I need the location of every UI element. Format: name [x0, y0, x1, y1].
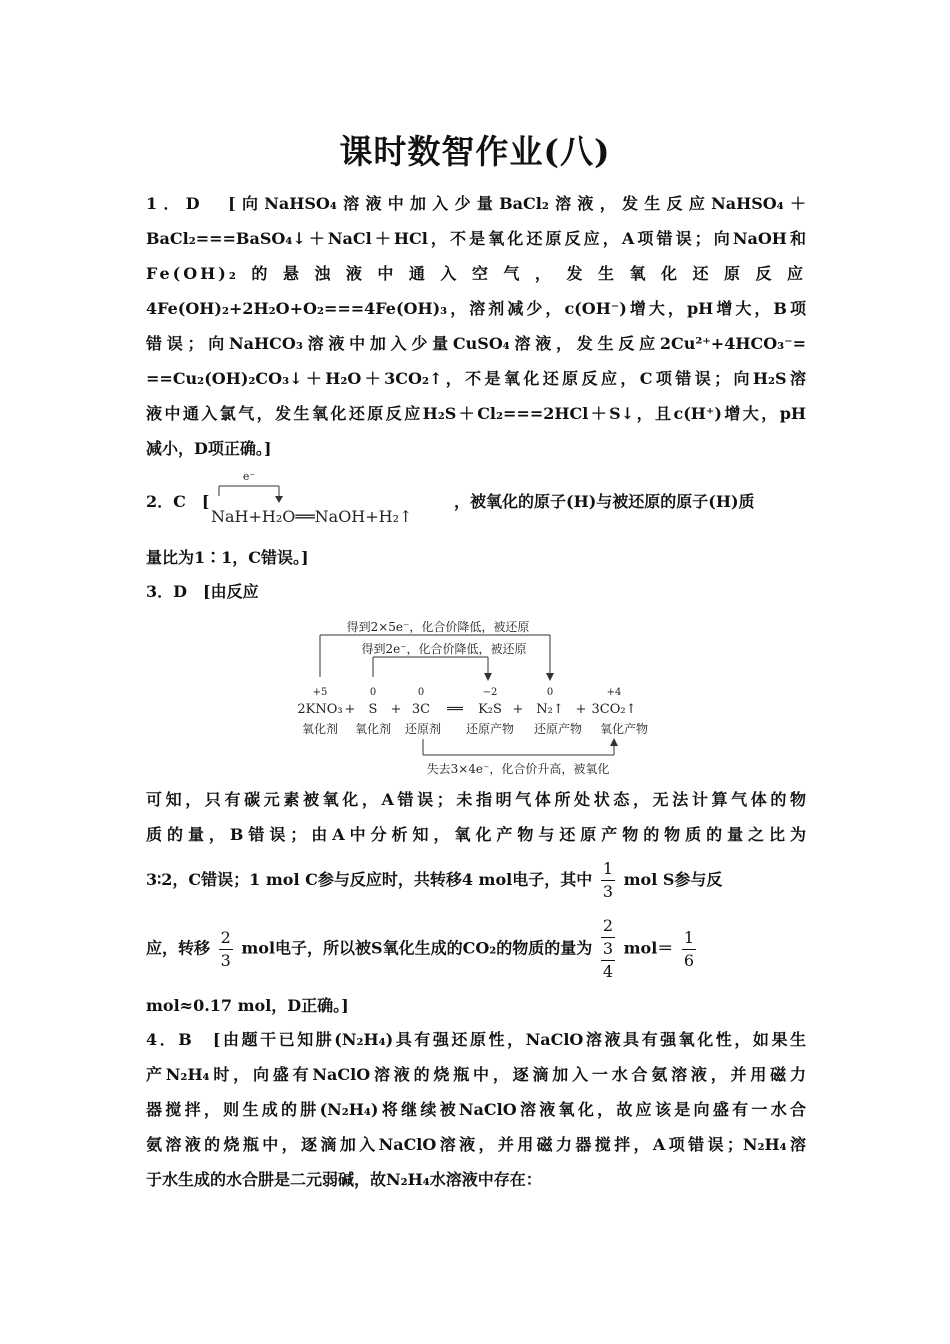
- answer-3-line-2: 质的量，B错误；由A中分析知，氧化产物与还原产物的物质的量之比为: [146, 825, 806, 844]
- gain-electrons-label-1: 得到2×5e⁻，化合价降低，被还原: [346, 620, 530, 634]
- answer-2-line-2-wrap: [146, 540, 806, 575]
- valence-k2s: −2: [482, 687, 498, 698]
- fraction-two-thirds: [219, 927, 233, 972]
- answer-3-line-3: [146, 858, 806, 903]
- equals-sign: ══: [447, 702, 463, 717]
- valence-co2: +4: [606, 687, 622, 698]
- answer-3-intro: [146, 574, 806, 609]
- valence-c: 0: [417, 687, 425, 698]
- fraction-one-sixth-den: 6: [683, 950, 695, 970]
- answer-1: [146, 186, 806, 466]
- answer-1-line-6: ==Cu₂(OH)₂CO₃↓＋H₂O＋3CO₂↑，不是氧化还原反应，C项错误；向H₂S溶: [146, 369, 806, 388]
- valence-n2: 0: [546, 687, 554, 698]
- fraction-one-third-den: 3: [602, 882, 614, 901]
- answer-3-line-3a: 3∶2，C错误；1 mol C参与反应时，共转移4 mol电子，其中: [146, 870, 593, 889]
- answer-1-line-4: 4Fe(OH)₂+2H₂O+O₂===4Fe(OH)₃，溶剂减少，c(OH⁻)增大，pH增大，B项: [146, 299, 806, 318]
- answer-2-suffix: ，被氧化的原子(H)与被还原的原子(H)质: [454, 492, 755, 511]
- electron-label: e⁻: [242, 470, 256, 483]
- answer-1-line-8: 减小，D项正确。]: [146, 439, 272, 458]
- page-title: 课时数智作业(八): [339, 132, 611, 171]
- role-co2: 氧化产物: [599, 722, 649, 736]
- answer-4-line-2: 产N₂H₄时，向盛有NaClO溶液的烧瓶中，逐滴加入一水合氨溶液，并用磁力: [146, 1065, 806, 1084]
- plus-1: +: [344, 702, 356, 717]
- fraction-complex-num: 2: [601, 915, 615, 938]
- answer-4-line-1: 4．B [由题干已知肼(N₂H₄)具有强还原性，NaClO溶液具有强氧化性，如果生: [146, 1030, 806, 1049]
- electron-transfer-diagram-nah: [205, 466, 465, 528]
- answer-1-line-5: 错误；向NaHCO₃溶液中加入少量CuSO₄溶液，发生反应2Cu²⁺+4HCO₃⁻=: [146, 334, 806, 353]
- answer-1-line-7: 液中通入氯气，发生氧化还原反应H₂S＋Cl₂===2HCl＋S↓，且c(H⁺)增大，pH: [146, 404, 806, 423]
- answer-4-line-3: 器搅拌，则生成的肼(N₂H₄)将继续被NaClO溶液氧化，故应该是向盛有一水合: [146, 1100, 806, 1119]
- answer-3-line-5-wrap: [146, 988, 806, 1023]
- answer-3-intro-text: 3．D [由反应: [146, 582, 259, 601]
- species-s: S: [368, 702, 378, 717]
- answer-3-line-5: mol≈0.17 mol，D正确。]: [146, 996, 349, 1015]
- valence-s: 0: [369, 687, 377, 698]
- answer-4: [146, 1022, 806, 1197]
- answer-1-line-1: 1．D [向NaHSO₄溶液中加入少量BaCl₂溶液，发生反应NaHSO₄＋: [146, 194, 806, 213]
- role-kno3: 氧化剂: [301, 722, 339, 736]
- fraction-two-thirds-num: 2: [219, 927, 233, 950]
- fraction-one-sixth: [682, 927, 696, 972]
- role-c: 还原剂: [404, 722, 442, 736]
- plus-4: +: [575, 702, 587, 717]
- fraction-complex-mid: 3: [601, 938, 615, 961]
- fraction-complex: [601, 915, 615, 983]
- role-k2s: 还原产物: [465, 722, 515, 736]
- answer-4-line-5: 于水生成的水合肼是二元弱碱，故N₂H₄水溶液中存在：: [146, 1170, 542, 1189]
- species-c: 3C: [411, 702, 431, 717]
- gain-electrons-label-2: 得到2e⁻，化合价降低，被还原: [361, 642, 527, 656]
- answer-4-line-4: 氨溶液的烧瓶中，逐滴加入NaClO溶液，并用磁力器搅拌，A项错误；N₂H₄溶: [146, 1135, 806, 1154]
- answer-3-line-1: 可知，只有碳元素被氧化，A错误；未指明气体所处状态，无法计算气体的物: [146, 790, 806, 809]
- role-s: 氧化剂: [354, 722, 392, 736]
- nah-equation: NaH+H₂O══NaOH+H₂↑: [211, 507, 413, 526]
- species-co2: 3CO₂↑: [591, 702, 637, 717]
- answer-3-line-3b: mol S参与反: [623, 870, 723, 889]
- answer-3-body: [146, 782, 806, 852]
- answer-1-line-3: Fe(OH)₂的悬浊液中通入空气，发生氧化还原反应: [146, 264, 806, 283]
- species-k2s: K₂S: [478, 702, 502, 717]
- valence-n: +5: [312, 687, 328, 698]
- answer-3-line-4b: mol电子，所以被S氧化生成的CO₂的物质的量为: [241, 938, 593, 958]
- species-n2: N₂↑: [536, 702, 564, 717]
- answer-2-prefix: 2．C [: [146, 492, 210, 511]
- answer-3-line-4a: 应，转移: [146, 938, 211, 958]
- fraction-two-thirds-den: 3: [220, 950, 231, 970]
- answer-3-line-4: [146, 915, 806, 983]
- fraction-one-third: [601, 858, 615, 903]
- fraction-one-third-num: 1: [601, 858, 615, 881]
- plus-3: +: [512, 702, 524, 717]
- redox-diagram-gunpowder: [288, 615, 668, 780]
- answer-2-suffix-wrap: [454, 484, 806, 519]
- answer-2-line-2: 量比为1∶1，C错误。]: [146, 548, 309, 567]
- answer-3-line-4c: mol＝: [623, 938, 674, 958]
- fraction-one-sixth-num: 1: [682, 927, 696, 950]
- lose-electrons-label: 失去3×4e⁻，化合价升高，被氧化: [426, 762, 610, 776]
- species-kno3: 2KNO₃: [297, 702, 343, 717]
- plus-2: +: [390, 702, 402, 717]
- answer-1-line-2: BaCl₂===BaSO₄↓＋NaCl＋HCl，不是氧化还原反应，A项错误；向NaOH和: [146, 229, 806, 248]
- role-n2: 还原产物: [533, 722, 583, 736]
- fraction-complex-den: 4: [602, 962, 614, 981]
